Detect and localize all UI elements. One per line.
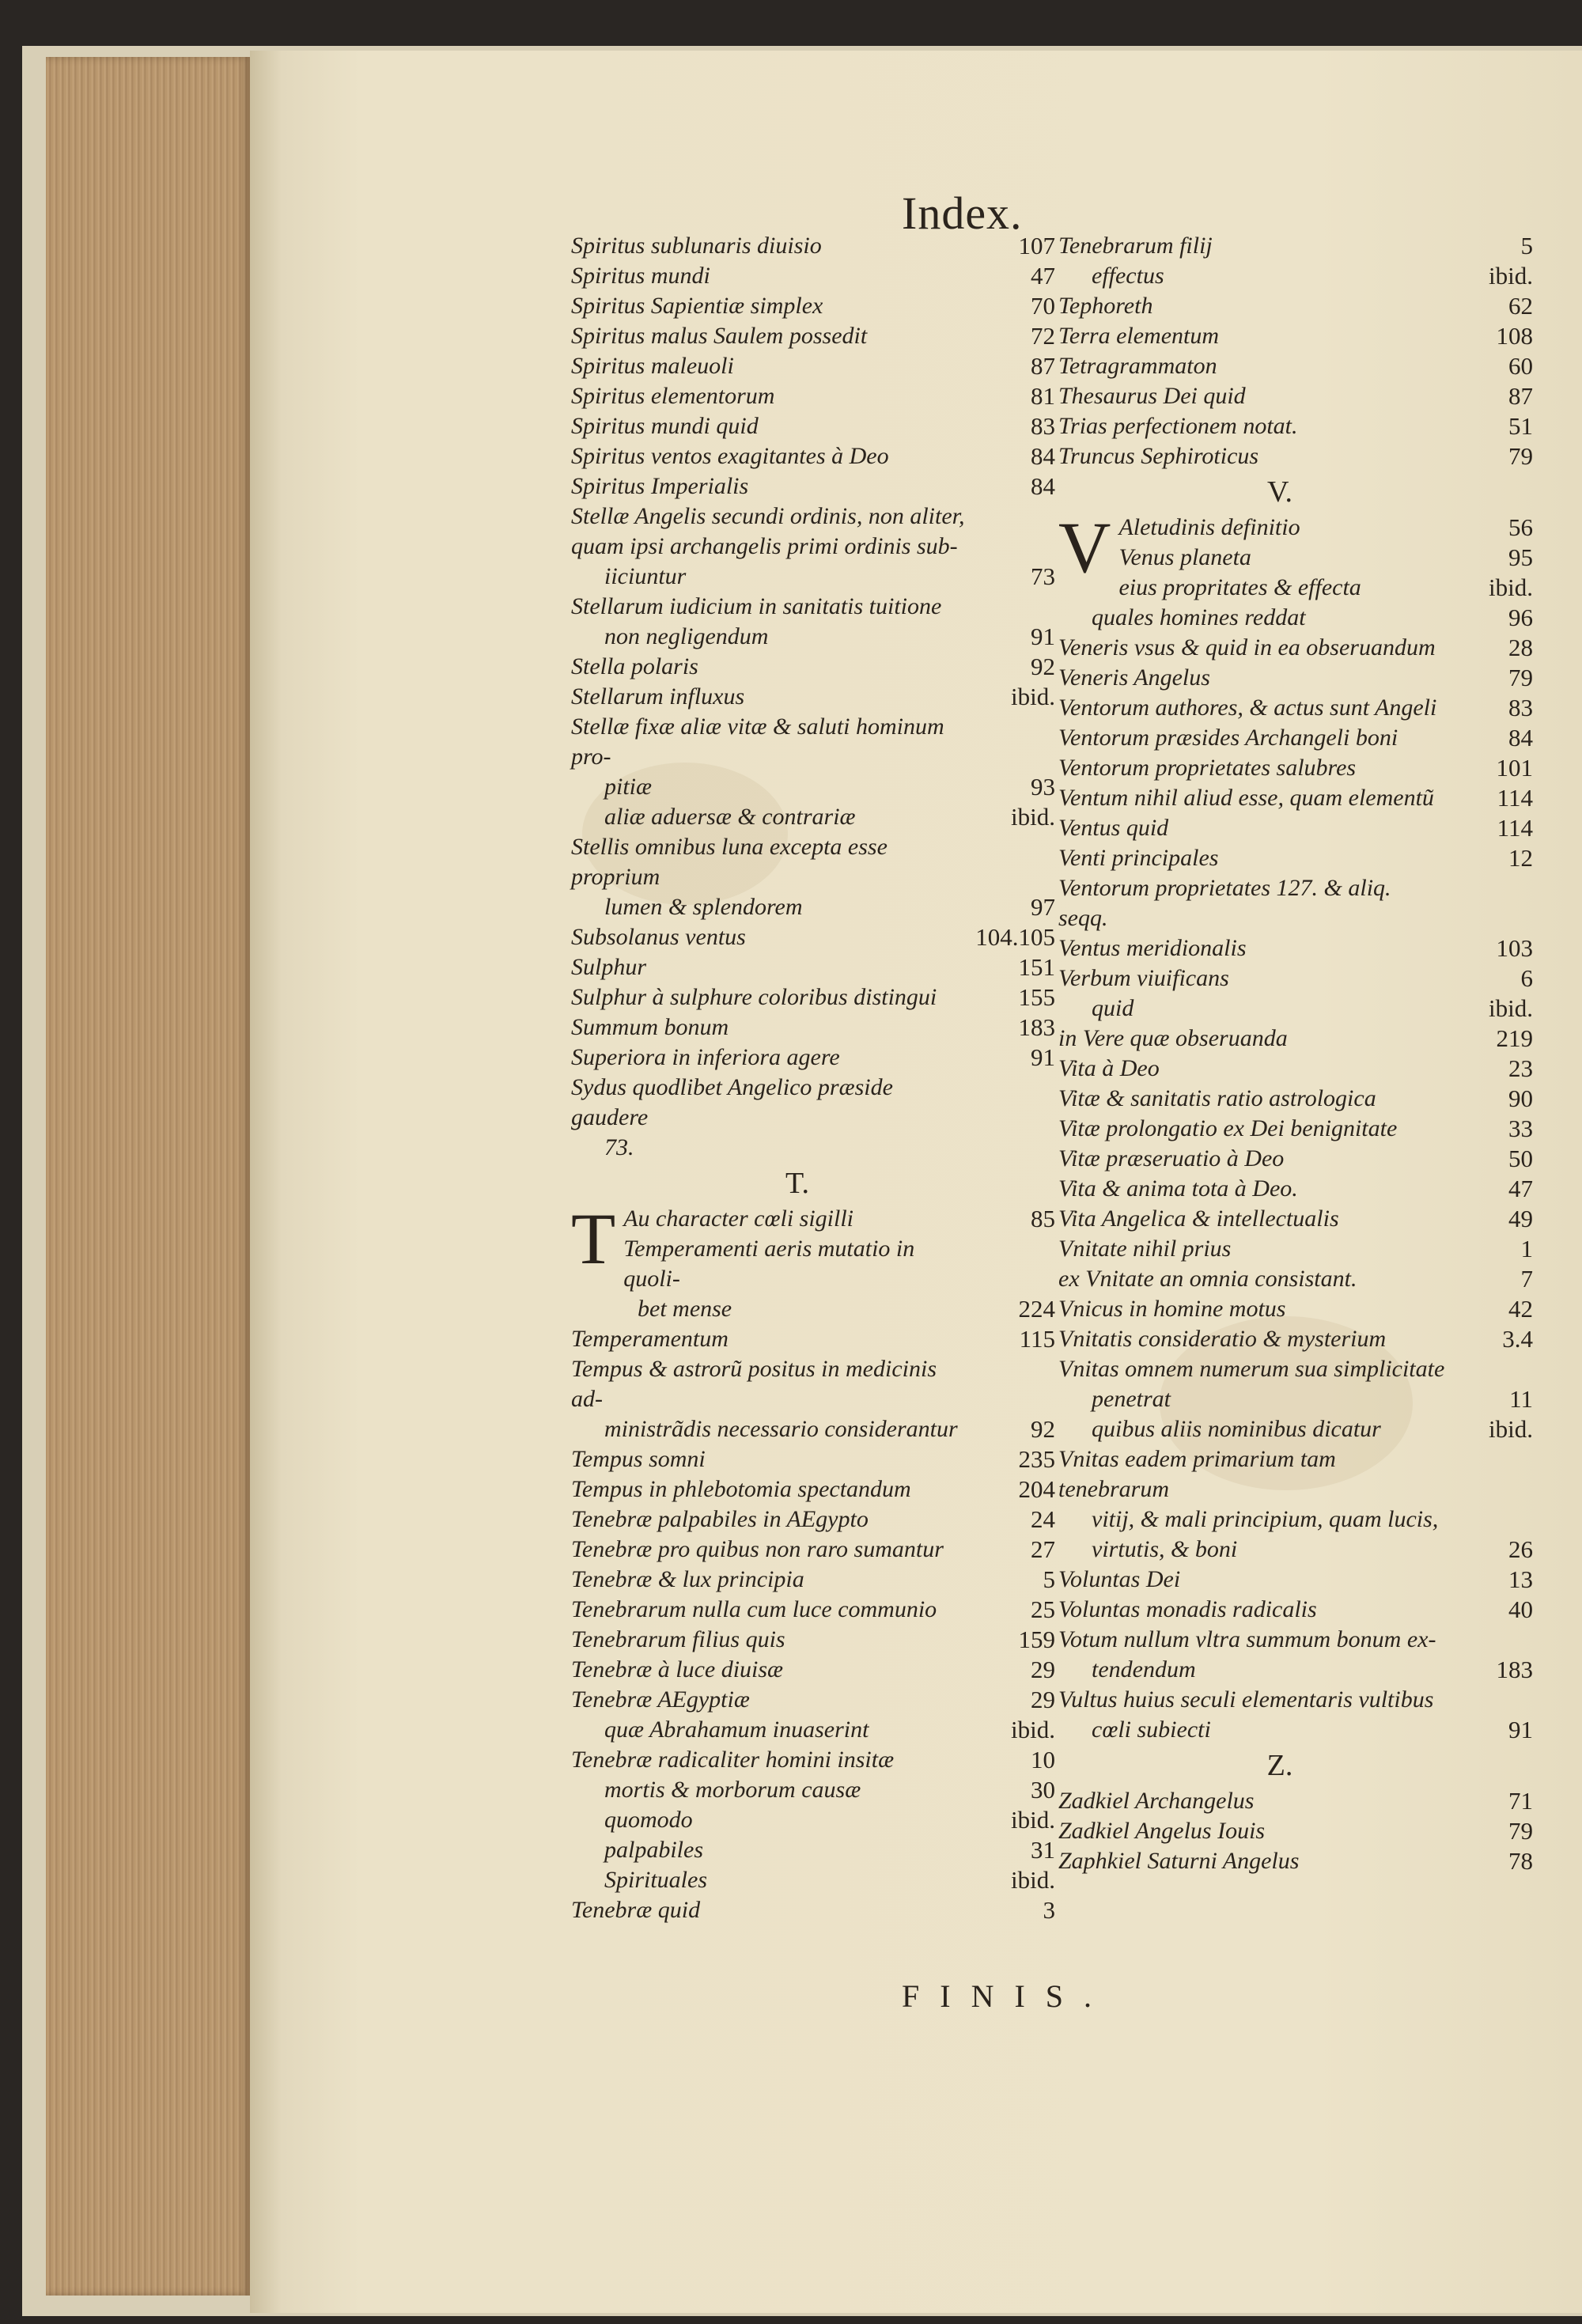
index-entry	[571, 1835, 1055, 1865]
page-reference: 114	[1497, 784, 1533, 812]
index-entry	[571, 351, 1055, 381]
index-entry	[1058, 1024, 1533, 1054]
index-entry	[571, 712, 1055, 802]
page-reference: 31	[1031, 1836, 1055, 1864]
index-term: palpabiles	[604, 1837, 703, 1863]
index-entry	[1058, 1595, 1533, 1625]
index-term: Zadkiel Archangelus	[1058, 1788, 1255, 1814]
index-term: Vitæ & sanitatis ratio astrologica	[1058, 1085, 1376, 1111]
index-entry	[1058, 1685, 1533, 1745]
index-term: mortis & morborum causæ	[604, 1777, 861, 1803]
index-entry	[1058, 633, 1533, 663]
index-term: Zadkiel Angelus Iouis	[1058, 1818, 1266, 1844]
page-reference: 84	[1031, 472, 1055, 500]
page-reference: 23	[1508, 1054, 1533, 1082]
index-entry	[1058, 1816, 1533, 1846]
index-term: Spiritus malus Saulem possedit	[571, 323, 868, 349]
page-reference: 70	[1031, 292, 1055, 320]
index-term-continuation: ministrãdis necessario considerantur	[604, 1416, 958, 1442]
index-term: effectus	[1092, 263, 1164, 289]
page-reference: ibid.	[1011, 683, 1055, 710]
index-term: Sulphur	[571, 954, 647, 980]
index-term: Spiritus sublunaris diuisio	[571, 233, 822, 259]
page-reference: 204	[1018, 1475, 1055, 1503]
page-reference: 26	[1508, 1535, 1533, 1563]
page-reference: 50	[1508, 1145, 1533, 1172]
index-term-continuation: 73.	[604, 1134, 634, 1160]
index-entry	[1058, 753, 1533, 783]
index-entry	[571, 1073, 1055, 1163]
index-entry	[571, 411, 1055, 441]
index-term: eius propritates & effecta	[1118, 574, 1361, 600]
index-entry	[1058, 1264, 1533, 1294]
index-term: Superiora in inferiora agere	[571, 1044, 840, 1070]
index-entry	[1058, 1144, 1533, 1174]
page-reference: 1	[1520, 1235, 1533, 1262]
index-entry	[571, 922, 1055, 952]
page-reference: 101	[1496, 754, 1533, 782]
page-reference: 84	[1508, 724, 1533, 751]
index-entry	[571, 802, 1055, 832]
index-entry	[571, 1805, 1055, 1835]
page-reference: 7	[1520, 1265, 1533, 1293]
index-term: Voluntas Dei	[1058, 1566, 1181, 1592]
page-reference: 114	[1497, 814, 1533, 842]
index-entry	[571, 1745, 1055, 1775]
page-reference: 104.105	[975, 923, 1055, 951]
index-term: Voluntas monadis radicalis	[1058, 1596, 1317, 1622]
index-entry	[571, 1715, 1055, 1745]
index-entry	[571, 1895, 1055, 1925]
index-term: Veneris vsus & quid in ea obseruandum	[1058, 634, 1436, 660]
index-entry	[1058, 441, 1533, 471]
index-term: Tenebræ radicaliter homini insitæ	[571, 1747, 895, 1773]
index-term: Spiritus mundi	[571, 263, 710, 289]
index-term: Aletudinis definitio	[1118, 514, 1300, 540]
page-reference: 92	[1031, 653, 1055, 680]
index-entry	[571, 1324, 1055, 1354]
finis-colophon: FINIS.	[902, 1978, 1113, 2014]
index-entry	[571, 1775, 1055, 1805]
index-entry	[571, 1474, 1055, 1505]
index-term: Stellarum influxus	[571, 683, 745, 710]
index-term: Subsolanus ventus	[571, 924, 746, 950]
index-entry	[571, 1565, 1055, 1595]
index-entry	[571, 652, 1055, 682]
index-term: Temperamenti aeris mutatio in quoli-	[623, 1236, 915, 1292]
index-term: Zaphkiel Saturni Angelus	[1058, 1848, 1300, 1874]
page-reference: 3.4	[1502, 1325, 1533, 1353]
index-entry	[1058, 321, 1533, 351]
index-entry	[1058, 873, 1533, 933]
page-reference: 183	[1496, 1656, 1533, 1683]
index-term: Spirituales	[604, 1867, 708, 1893]
page-reference: 79	[1508, 1817, 1533, 1845]
index-entry	[1058, 933, 1533, 963]
index-entry	[1058, 994, 1533, 1024]
page-reference: 155	[1018, 983, 1055, 1011]
page-reference: 224	[1018, 1295, 1055, 1323]
index-term: Ventorum proprietates 127. & aliq. seqq.	[1058, 875, 1391, 931]
index-entry	[571, 1234, 1055, 1324]
page-reference: 33	[1508, 1115, 1533, 1142]
index-term: Truncus Sephiroticus	[1058, 443, 1259, 469]
index-entry	[571, 1505, 1055, 1535]
index-term: Tempus in phlebotomia spectandum	[571, 1476, 911, 1502]
index-term: Tenebræ & lux principia	[571, 1566, 804, 1592]
page-reference: 87	[1508, 382, 1533, 410]
page-reference: 84	[1031, 442, 1055, 470]
page-reference: 115	[1019, 1325, 1055, 1353]
page-reference: 47	[1508, 1175, 1533, 1202]
index-term: Tempus somni	[571, 1446, 706, 1472]
index-entry	[1058, 573, 1533, 603]
index-term: Tenebræ pro quibus non raro sumantur	[571, 1536, 944, 1562]
page-reference: 90	[1508, 1084, 1533, 1112]
index-entry	[1058, 1234, 1533, 1264]
page-reference: 85	[1031, 1205, 1055, 1232]
page-reference: 29	[1031, 1656, 1055, 1683]
index-entry	[1058, 1294, 1533, 1324]
index-entry	[1058, 1114, 1533, 1144]
index-entry	[1058, 813, 1533, 843]
page-reference: ibid.	[1489, 1415, 1533, 1443]
index-entry	[571, 231, 1055, 261]
page-reference: 71	[1508, 1787, 1533, 1815]
index-term: Tetragrammaton	[1058, 353, 1217, 379]
running-head: Index.	[902, 187, 1023, 239]
index-entry	[1058, 723, 1533, 753]
index-term: Stellis omnibus luna excepta esse proprium	[571, 834, 888, 890]
page-reference: 159	[1018, 1626, 1055, 1653]
index-term: Vnitate nihil prius	[1058, 1236, 1232, 1262]
page-reference: 47	[1031, 262, 1055, 290]
index-term: Temperamentum	[571, 1326, 729, 1352]
index-term: Ventorum authores, & actus sunt Angeli	[1058, 695, 1437, 721]
index-term: Vita & anima tota à Deo.	[1058, 1175, 1298, 1202]
index-entry	[571, 1625, 1055, 1655]
index-entry	[1058, 351, 1533, 381]
page-reference: 13	[1508, 1565, 1533, 1593]
index-entry	[571, 592, 1055, 652]
index-term: Au character cœli sigilli	[623, 1206, 854, 1232]
index-term: Tenebræ palpabiles in AEgypto	[571, 1506, 869, 1532]
page-reference: 81	[1031, 382, 1055, 410]
page-reference: 12	[1508, 844, 1533, 872]
index-term-continuation: penetrat	[1092, 1386, 1171, 1412]
index-term: Spiritus mundi quid	[571, 413, 759, 439]
index-term: Ventorum præsides Archangeli boni	[1058, 725, 1398, 751]
index-entry	[571, 952, 1055, 982]
page-reference: 92	[1031, 1415, 1055, 1443]
index-term: Tempus & astrorũ positus in medicinis ad-	[571, 1356, 937, 1412]
index-entry	[1058, 1846, 1533, 1876]
index-term: Summum bonum	[571, 1014, 729, 1040]
page-reference: 108	[1496, 322, 1533, 350]
index-entry	[1058, 603, 1533, 633]
index-entry	[1058, 1174, 1533, 1204]
page-reference: 30	[1031, 1776, 1055, 1804]
index-term: ex Vnitate an omnia consistant.	[1058, 1266, 1357, 1292]
index-term: Sulphur à sulphure coloribus distingui	[571, 984, 937, 1010]
page-reference: 79	[1508, 664, 1533, 691]
page-reference: 103	[1496, 934, 1533, 962]
page-reference: 49	[1508, 1205, 1533, 1232]
index-term: Ventus quid	[1058, 815, 1169, 841]
index-entry	[1058, 231, 1533, 261]
index-term-continuation: cœli subiecti	[1092, 1717, 1211, 1743]
index-term: quibus aliis nominibus dicatur	[1092, 1416, 1381, 1442]
index-entry	[1058, 843, 1533, 873]
index-term: aliæ aduersæ & contrariæ	[604, 804, 856, 830]
page-reference: 56	[1508, 513, 1533, 541]
index-entry	[1058, 1625, 1533, 1685]
index-term: Stellarum iudicium in sanitatis tuitione	[571, 593, 942, 619]
page-reference: 219	[1496, 1024, 1533, 1052]
index-term: Ventus meridionalis	[1058, 935, 1247, 961]
section-letter: Z.	[1266, 1749, 1293, 1782]
page-reference: 235	[1018, 1445, 1055, 1473]
index-entry	[571, 982, 1055, 1012]
page-reference: 73	[1031, 562, 1055, 590]
index-entry	[571, 1043, 1055, 1073]
index-term: quales homines reddat	[1092, 604, 1306, 630]
page-reference: 5	[1520, 232, 1533, 259]
index-entry	[571, 441, 1055, 471]
page-reference: 25	[1031, 1595, 1055, 1623]
index-entry	[571, 502, 1055, 592]
index-entry	[1058, 783, 1533, 813]
index-entry	[1058, 1414, 1533, 1444]
index-column-left	[571, 231, 1055, 1925]
page-reference: 79	[1508, 442, 1533, 470]
page-reference: ibid.	[1011, 1806, 1055, 1834]
index-term: Vnitas eadem primarium tam tenebrarum	[1058, 1446, 1336, 1502]
index-entry	[571, 1535, 1055, 1565]
index-term: Tenebræ quid	[571, 1897, 701, 1923]
page-reference: 96	[1508, 604, 1533, 631]
index-term: Trias perfectionem notat.	[1058, 413, 1298, 439]
page-reference: 95	[1508, 543, 1533, 571]
index-term: quæ Abrahamum inuaserint	[604, 1717, 869, 1743]
index-entry	[1058, 1204, 1533, 1234]
index-term: Vita Angelica & intellectualis	[1058, 1206, 1339, 1232]
index-entry	[1058, 963, 1533, 994]
index-term: Ventum nihil aliud esse, quam elementũ	[1058, 785, 1434, 811]
page-reference: ibid.	[1011, 1716, 1055, 1743]
section-letter: T.	[785, 1167, 809, 1200]
page-reference: 107	[1018, 232, 1055, 259]
index-entry	[571, 832, 1055, 922]
page-reference: ibid.	[1489, 573, 1533, 601]
page-reference: 27	[1031, 1535, 1055, 1563]
page-reference: 93	[1031, 773, 1055, 801]
page-reference: 91	[1031, 623, 1055, 650]
index-term: quid	[1092, 995, 1134, 1021]
index-entry	[571, 1685, 1055, 1715]
section-letter: V.	[1266, 475, 1293, 509]
index-term: Vita à Deo	[1058, 1055, 1160, 1081]
index-entry	[1058, 1324, 1533, 1354]
index-term-continuation: pitiæ	[604, 774, 653, 800]
index-term: Vitæ præseruatio à Deo	[1058, 1145, 1285, 1171]
index-term: Spiritus Sapientiæ simplex	[571, 293, 823, 319]
page-reference: ibid.	[1489, 994, 1533, 1022]
index-entry	[571, 381, 1055, 411]
index-term-continuation: vitij, & mali principium, quam lucis, virtutis, & boni	[1092, 1506, 1439, 1562]
index-entry	[571, 1444, 1055, 1474]
index-entry	[571, 261, 1055, 291]
page-reference: 87	[1031, 352, 1055, 380]
page-reference: 6	[1520, 964, 1533, 992]
page-reference: 42	[1508, 1295, 1533, 1323]
page-reference: 91	[1031, 1043, 1055, 1071]
page-reference: 83	[1031, 412, 1055, 440]
index-term: Tephoreth	[1058, 293, 1153, 319]
page-reference: 72	[1031, 322, 1055, 350]
page-reference: 3	[1043, 1896, 1055, 1924]
page-reference: 151	[1018, 953, 1055, 981]
page-reference: 60	[1508, 352, 1533, 380]
page-reference: 10	[1031, 1746, 1055, 1773]
index-term: Terra elementum	[1058, 323, 1220, 349]
index-term: Stella polaris	[571, 653, 698, 679]
drop-cap: T	[571, 1198, 616, 1279]
index-entry	[571, 682, 1055, 712]
index-entry	[1058, 1054, 1533, 1084]
index-term-continuation: tendendum	[1092, 1656, 1196, 1682]
index-entry	[571, 471, 1055, 502]
index-term: Thesaurus Dei quid	[1058, 383, 1246, 409]
index-entry	[571, 1354, 1055, 1444]
page-reference: 28	[1508, 634, 1533, 661]
index-term: Ventorum proprietates salubres	[1058, 755, 1357, 781]
page-reference: 62	[1508, 292, 1533, 320]
index-term-continuation: lumen & splendorem	[604, 894, 803, 920]
page-edges	[46, 57, 250, 2296]
index-term: Vultus huius seculi elementaris vultibus	[1058, 1686, 1434, 1713]
index-entry	[571, 1865, 1055, 1895]
index-term: Tenebræ à luce diuisæ	[571, 1656, 784, 1682]
index-entry	[1058, 261, 1533, 291]
index-term: Vnicus in homine motus	[1058, 1296, 1286, 1322]
index-term: Spiritus ventos exagitantes à Deo	[571, 443, 889, 469]
index-term: Verbum viuificans	[1058, 965, 1229, 991]
index-term: Votum nullum vltra summum bonum ex-	[1058, 1626, 1436, 1652]
index-term: Tenebrarum filius quis	[571, 1626, 785, 1652]
index-entry	[571, 291, 1055, 321]
index-term: Vnitatis consideratio & mysterium	[1058, 1326, 1387, 1352]
page-reference: 24	[1031, 1505, 1055, 1533]
index-term: Spiritus Imperialis	[571, 473, 749, 499]
index-term: quomodo	[604, 1807, 693, 1833]
index-entry	[1058, 1444, 1533, 1565]
index-column-right	[1058, 231, 1533, 1876]
page-reference: 183	[1018, 1013, 1055, 1041]
index-term-continuation: iiciuntur	[604, 563, 687, 589]
index-term: Tenebrarum filij	[1058, 233, 1213, 259]
page-reference: 51	[1508, 412, 1533, 440]
drop-cap: V	[1058, 507, 1111, 588]
index-term: Stellæ Angelis secundi ordinis, non aliter, quam ipsi archangelis primi ordinis sub-	[571, 503, 965, 559]
index-entry	[1058, 1354, 1533, 1414]
page-reference: 5	[1043, 1565, 1055, 1593]
page-reference: 78	[1508, 1847, 1533, 1875]
index-term-continuation: bet mense	[638, 1296, 732, 1322]
page-reference: 83	[1508, 694, 1533, 721]
index-entry	[1058, 1565, 1533, 1595]
index-term: Spiritus maleuoli	[571, 353, 734, 379]
page-reference: ibid.	[1489, 262, 1533, 290]
index-entry	[1058, 291, 1533, 321]
page-reference: 40	[1508, 1595, 1533, 1623]
index-term: Venus planeta	[1118, 544, 1251, 570]
page-reference: 29	[1031, 1686, 1055, 1713]
index-entry	[571, 1655, 1055, 1685]
index-term: Vnitas omnem numerum sua simplicitate	[1058, 1356, 1445, 1382]
page-reference: 97	[1031, 893, 1055, 921]
index-term: Tenebræ AEgyptiæ	[571, 1686, 750, 1713]
index-term: Veneris Angelus	[1058, 664, 1210, 691]
index-entry	[571, 1595, 1055, 1625]
index-term: in Vere quæ obseruanda	[1058, 1025, 1288, 1051]
index-term: Stellæ fixæ aliæ vitæ & saluti hominum pro-	[571, 713, 944, 770]
index-term: Venti principales	[1058, 845, 1219, 871]
index-term: Sydus quodlibet Angelico præside gaudere	[571, 1074, 893, 1130]
index-entry	[1058, 693, 1533, 723]
index-entry	[1058, 411, 1533, 441]
index-term: Spiritus elementorum	[571, 383, 775, 409]
index-entry	[1058, 543, 1533, 573]
index-entry	[571, 321, 1055, 351]
page-reference: 91	[1508, 1716, 1533, 1743]
index-entry	[1058, 381, 1533, 411]
index-entry	[1058, 1786, 1533, 1816]
page-reference: ibid.	[1011, 1866, 1055, 1894]
index-term: Tenebrarum nulla cum luce communio	[571, 1596, 937, 1622]
index-entry	[571, 1012, 1055, 1043]
index-entry	[1058, 1084, 1533, 1114]
index-entry	[1058, 663, 1533, 693]
index-term-continuation: non negligendum	[604, 623, 769, 649]
page-reference: 11	[1509, 1385, 1533, 1413]
page-reference: ibid.	[1011, 803, 1055, 831]
index-term: Vitæ prolongatio ex Dei benignitate	[1058, 1115, 1398, 1141]
